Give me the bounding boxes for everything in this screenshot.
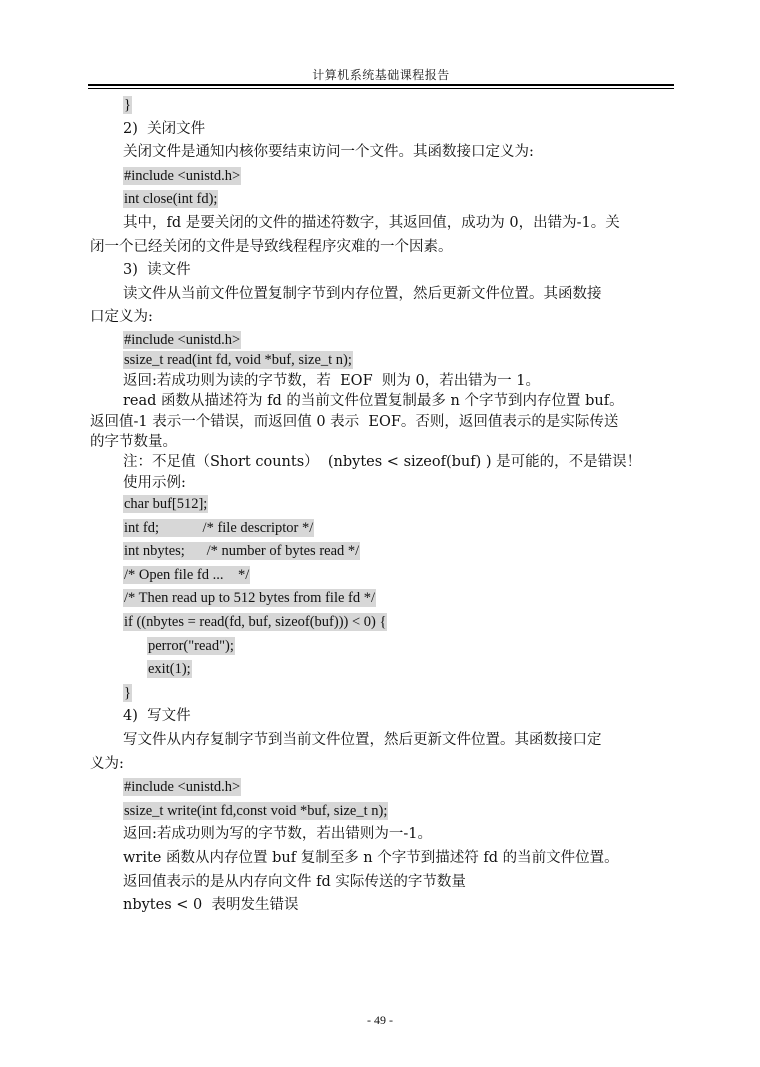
- code-line: int nbytes; /* number of bytes read */: [124, 543, 360, 560]
- code-line: perror("read");: [148, 637, 234, 654]
- text-line: [90, 350, 674, 370]
- text-line: [90, 776, 674, 800]
- code-line: exit(1);: [148, 661, 191, 678]
- text-line: 写文件从内存复制字节到当前文件位置，然后更新文件位置。其函数接口定: [123, 732, 602, 748]
- page-number: - 49 -: [367, 1013, 393, 1027]
- running-header: 计算机系统基础课程报告: [312, 68, 450, 82]
- code-line: /* Then read up to 512 bytes from file fd */: [124, 590, 376, 607]
- text-line: [90, 658, 674, 682]
- body-text: [90, 94, 674, 918]
- code-line: #include <unistd.h>: [124, 331, 241, 348]
- code-line: ssize_t read(int fd, void *buf, size_t n);: [124, 352, 352, 369]
- section-heading: 2) 关闭文件: [123, 120, 206, 137]
- text-line: nbytes < 0 表明发生错误: [123, 897, 299, 914]
- text-line: 返回值-1 表示一个错误，而返回值 0 表示 EOF。否则，返回值表示的是实际传送: [90, 413, 619, 430]
- text-line: 口定义为:: [90, 309, 153, 326]
- text-line: [90, 682, 674, 706]
- section-heading: 4) 写文件: [123, 708, 191, 725]
- code-line: int close(int fd);: [124, 191, 218, 208]
- code-line: }: [124, 684, 131, 701]
- code-line: /* Open file fd ... */: [124, 566, 250, 583]
- text-line: [90, 493, 674, 517]
- text-line: [90, 540, 674, 564]
- text-line: 的字节数量。: [90, 433, 177, 450]
- text-line: [90, 330, 674, 350]
- text-line: 返回值表示的是从内存向文件 fd 实际传送的字节数量: [123, 873, 466, 890]
- text-line: 返回:若成功则为写的字节数，若出错则为一-1。: [123, 826, 433, 843]
- text-line: 使用示例:: [123, 474, 186, 491]
- text-line: [90, 165, 674, 189]
- text-line: [90, 188, 674, 212]
- text-line: [90, 517, 674, 541]
- text-line: [90, 800, 674, 824]
- header-rule-thick: [88, 84, 674, 86]
- code-line: #include <unistd.h>: [124, 779, 241, 796]
- code-line: }: [124, 97, 131, 113]
- text-line: 闭一个已经关闭的文件是导致线程程序灾难的一个因素。: [90, 238, 453, 255]
- code-line: if ((nbytes = read(fd, buf, sizeof(buf))) < 0) {: [124, 614, 387, 631]
- text-line: [90, 564, 674, 588]
- code-line: #include <unistd.h>: [124, 167, 241, 184]
- text-line: [90, 611, 674, 635]
- text-line: [90, 587, 674, 611]
- text-line: 义为:: [90, 755, 124, 772]
- text-line: [90, 94, 674, 118]
- text-line: [90, 635, 674, 659]
- code-line: char buf[512];: [124, 496, 208, 513]
- section-heading: 3) 读文件: [123, 262, 191, 279]
- text-line: write 函数从内存位置 buf 复制至多 n 个字节到描述符 fd 的当前文件位置。: [123, 849, 619, 866]
- code-line: ssize_t write(int fd,const void *buf, size_t n);: [124, 802, 388, 819]
- text-line: 返回:若成功则为读的字节数，若 EOF 则为 0，若出错为一 1。: [123, 372, 541, 389]
- text-line: 其中，fd 是要关闭的文件的描述符数字，其返回值，成功为 0，出错为-1。关: [123, 214, 620, 231]
- text-line: 关闭文件是通知内核你要结束访问一个文件。其函数接口定义为:: [123, 144, 534, 161]
- header-rule-thin: [88, 88, 674, 89]
- text-line: 读文件从当前文件位置复制字节到内存位置，然后更新文件位置。其函数接: [123, 285, 602, 302]
- code-line: int fd; /* file descriptor */: [124, 519, 314, 536]
- text-line: read 函数从描述符为 fd 的当前文件位置复制最多 n 个字节到内存位置 buf。: [123, 393, 624, 410]
- text-line: 注：不足值（Short counts） (nbytes < sizeof(buf) ) 是可能的，不是错误！: [123, 454, 642, 471]
